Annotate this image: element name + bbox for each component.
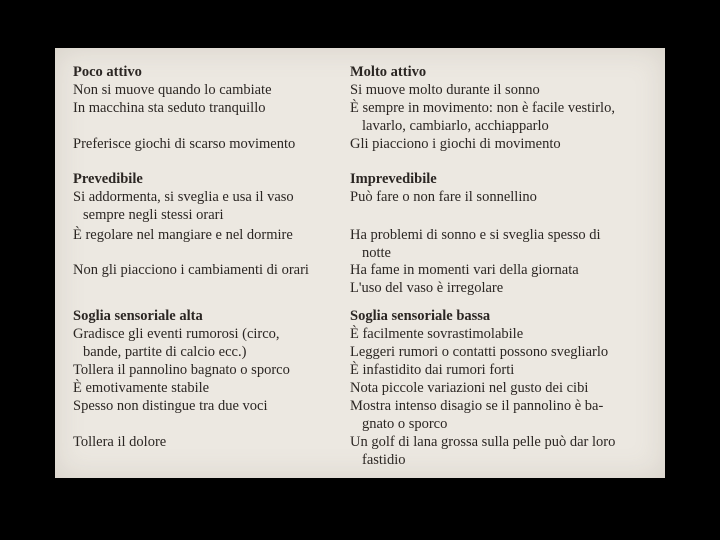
heading-prevedibile: Prevedibile — [73, 171, 143, 187]
list-item: Preferisce giochi di scarso movimento — [73, 136, 296, 152]
list-item: È infastidito dai rumori forti — [350, 362, 515, 378]
list-item: Non si muove quando lo cambiate — [73, 82, 272, 98]
list-item: L'uso del vaso è irregolare — [350, 280, 504, 296]
list-item: Non gli piacciono i cambiamenti di orari — [73, 262, 309, 278]
list-item: Ha problemi di sonno e si sveglia spesso di — [350, 227, 601, 243]
list-item: gnato o sporco — [362, 416, 448, 432]
book-page — [55, 48, 665, 478]
list-item: notte — [362, 245, 391, 261]
list-item: È facilmente sovrastimolabile — [350, 326, 524, 342]
heading-imprevedibile: Imprevedibile — [350, 171, 437, 187]
list-item: Si muove molto durante il sonno — [350, 82, 540, 98]
list-item: Ha fame in momenti vari della giornata — [350, 262, 579, 278]
heading-soglia-sensoriale-bassa: Soglia sensoriale bassa — [350, 308, 491, 324]
list-item: Si addormenta, si sveglia e usa il vaso — [73, 189, 294, 205]
list-item: È emotivamente stabile — [73, 380, 210, 396]
list-item: Spesso non distingue tra due voci — [73, 398, 268, 414]
list-item: Tollera il dolore — [73, 434, 167, 450]
list-item: Tollera il pannolino bagnato o sporco — [73, 362, 290, 378]
list-item: bande, partite di calcio ecc.) — [83, 344, 247, 360]
list-item: Un golf di lana grossa sulla pelle può dar loro — [350, 434, 616, 450]
list-item: Nota piccole variazioni nel gusto dei cibi — [350, 380, 589, 396]
list-item: Leggeri rumori o contatti possono svegliarlo — [350, 344, 609, 360]
list-item: È sempre in movimento: non è facile vestirlo, — [350, 100, 615, 116]
list-item: fastidio — [362, 452, 406, 468]
list-item: Gli piacciono i giochi di movimento — [350, 136, 561, 152]
list-item: In macchina sta seduto tranquillo — [73, 100, 266, 116]
list-item: sempre negli stessi orari — [83, 207, 224, 223]
heading-poco-attivo: Poco attivo — [73, 64, 142, 80]
list-item: Mostra intenso disagio se il pannolino è ba- — [350, 398, 604, 414]
list-item: lavarlo, cambiarlo, acchiapparlo — [362, 118, 549, 134]
heading-soglia-sensoriale-alta: Soglia sensoriale alta — [73, 308, 203, 324]
list-item: Può fare o non fare il sonnellino — [350, 189, 537, 205]
list-item: È regolare nel mangiare e nel dormire — [73, 227, 293, 243]
heading-molto-attivo: Molto attivo — [350, 64, 427, 80]
list-item: Gradisce gli eventi rumorosi (circo, — [73, 326, 280, 342]
